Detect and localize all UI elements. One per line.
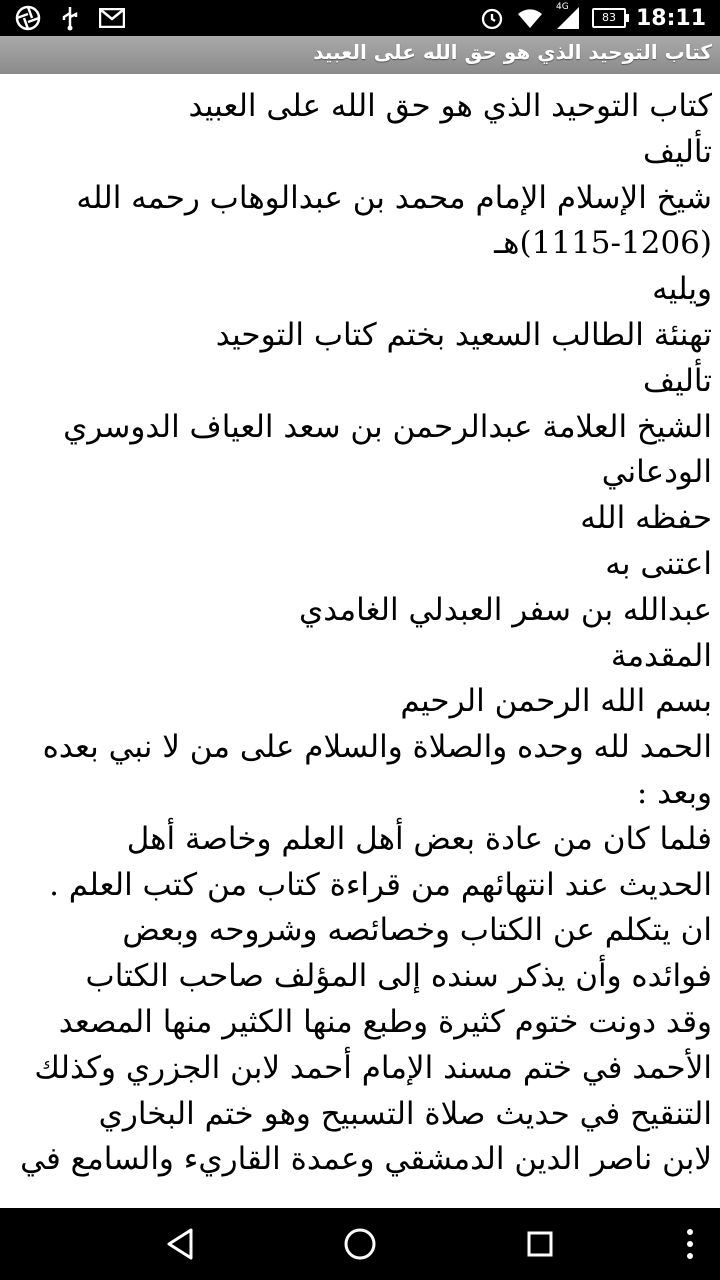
text-line: تهنئة الطالب السعيد بختم كتاب التوحيد [215, 316, 712, 353]
text-line: بسم الله الرحمن الرحيم [400, 683, 712, 720]
text-line: الأحمد في ختم مسند الإمام أحمد لابن الجزري وكذلك [34, 1049, 712, 1086]
text-line: شيخ الإسلام الإمام محمد بن عبدالوهاب رحمه الله [76, 179, 712, 216]
battery-indicator: 83 [592, 8, 626, 28]
text-line: فلما كان من عادة بعض أهل العلم وخاصة أهل [126, 820, 712, 857]
text-line: الشيخ العلامة عبدالرحمن بن سعد العياف الدوسري [63, 408, 712, 445]
overflow-menu-icon[interactable] [668, 1222, 712, 1266]
text-line: لابن ناصر الدين الدمشقي وعمدة القاريء والسامع في [20, 1141, 712, 1178]
home-icon[interactable] [338, 1222, 382, 1266]
status-bar [0, 0, 720, 36]
cell-signal-icon [554, 4, 582, 32]
text-line: ويليه [652, 271, 712, 308]
text-line: تأليف [643, 362, 712, 399]
text-line: الودعاني [601, 454, 712, 491]
clock: 18:11 [635, 5, 706, 31]
text-line: كتاب التوحيد الذي هو حق الله على العبيد [188, 88, 712, 124]
book-content-scroll[interactable] [0, 74, 720, 1208]
book-text [8, 84, 712, 1183]
text-line: حفظه الله [580, 500, 712, 537]
text-line: ان يتكلم عن الكتاب وخصائصه وشروحه وبعض [122, 912, 712, 949]
text-line: المقدمة [610, 637, 712, 674]
text-line: التنقيح في حديث صلاة التسبيح وهو ختم البخاري [98, 1095, 712, 1132]
usb-icon [56, 4, 84, 32]
text-line: وقد دونت ختوم كثيرة وطبع منها الكثير منها المصعد [58, 1003, 712, 1040]
gmail-icon [98, 4, 126, 32]
signal-label: 4G [555, 2, 569, 12]
text-line: (1115-1206)هـ [494, 225, 712, 262]
navigation-bar [0, 1208, 720, 1280]
text-line: اعتنى به [605, 545, 712, 582]
text-line: وبعد : [636, 774, 712, 811]
text-line: تأليف [643, 133, 712, 170]
text-line: الحمد لله وحده والصلاة والسلام على من لا نبي بعده [42, 729, 712, 766]
app-title: كتاب التوحيد الذي هو حق الله على العبيد [313, 40, 712, 64]
back-icon[interactable] [158, 1222, 202, 1266]
aperture-icon [14, 4, 42, 32]
alarm-clock-icon [478, 4, 506, 32]
wifi-icon [516, 4, 544, 32]
recents-icon[interactable] [518, 1222, 562, 1266]
app-title-bar [0, 36, 720, 74]
text-line: فوائده وأن يذكر سنده إلى المؤلف صاحب الكتاب [85, 958, 712, 995]
text-line: الحديث عند انتهائهم من قراءة كتاب من كتب العلم . [49, 866, 712, 903]
text-line: عبدالله بن سفر العبدلي الغامدي [299, 591, 712, 628]
